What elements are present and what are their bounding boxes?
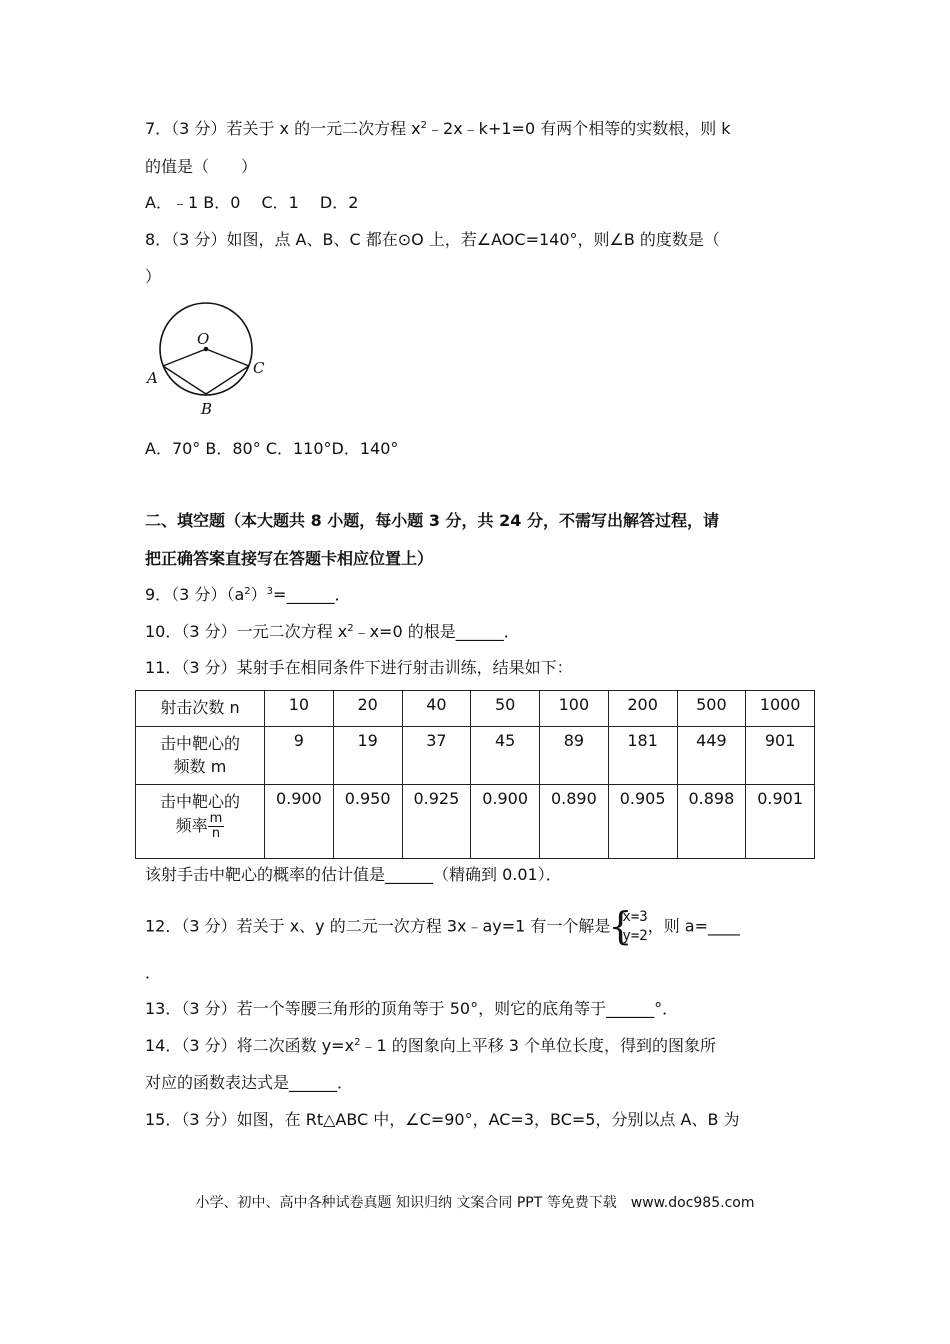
table-cell: 射击次数 n <box>136 691 265 727</box>
q8-options: A．70° B．80° C．110°D．140° <box>145 439 399 458</box>
table-cell: 20 <box>333 691 402 727</box>
table-cell: 1000 <box>746 691 815 727</box>
label-a: A <box>147 369 158 387</box>
q15-line1: 15．（3 分）如图，在 Rt△ABC 中，∠C=90°，AC=3，BC=5，分别以点 A、B 为 <box>145 1110 740 1129</box>
q12-line2: ． <box>145 963 162 982</box>
table-row-label <box>136 727 265 785</box>
q7-text-a: 7．（3 分）若关于 x 的一元二次方程 x <box>145 119 421 138</box>
q7-line1 <box>145 118 731 140</box>
q9-superscript-1: 2 <box>244 586 251 597</box>
equation-system <box>610 908 647 946</box>
fraction-m-over-n <box>208 812 225 841</box>
q9-line <box>145 584 350 606</box>
table-cell: 0.900 <box>471 785 540 859</box>
table-cell: 0.901 <box>746 785 815 859</box>
q14-line1 <box>145 1035 716 1057</box>
segment-oc <box>206 349 249 366</box>
table-cell: 901 <box>746 727 815 785</box>
table-cell: 0.890 <box>540 785 609 859</box>
fraction-numerator: m <box>209 811 223 826</box>
fraction-denominator: n <box>211 826 221 841</box>
q13-line: 13．（3 分）若一个等腰三角形的顶角等于 50°，则它的底角等于______°． <box>145 999 679 1018</box>
q7-superscript: 2 <box>420 120 428 131</box>
q10-text-a: 10．（3 分）一元二次方程 x <box>145 622 348 641</box>
table-cell: 45 <box>471 727 540 785</box>
table-row <box>136 785 815 859</box>
table-cell: 200 <box>608 691 677 727</box>
circle-figure <box>140 300 280 422</box>
q8-line2: ） <box>145 267 162 286</box>
equation-y: y=2 <box>622 928 648 944</box>
table-cell: 50 <box>471 691 540 727</box>
label-b: B <box>201 400 213 418</box>
section2-heading-line2: 把正确答案直接写在答题卡相应位置上） <box>145 549 434 568</box>
table-cell: 37 <box>402 727 471 785</box>
table-row <box>136 691 815 727</box>
page-footer: 小学、初中、高中各种试卷真题 知识归纳 文案合同 PPT 等免费下载 www.doc985.com <box>195 1195 755 1211</box>
q12-line1 <box>145 908 740 946</box>
q14-superscript: 2 <box>354 1037 361 1048</box>
label-o: O <box>197 330 210 348</box>
q10-text-b: ﹣x=0 的根是______． <box>353 622 520 641</box>
q9-text-a: 9．（3 分）（a <box>145 585 245 604</box>
table-cell: 0.950 <box>333 785 402 859</box>
q7-text-b: ﹣2x﹣k+1=0 有两个相等的实数根，则 k <box>427 119 731 138</box>
label-c: C <box>253 359 265 377</box>
table-cell: 89 <box>540 727 609 785</box>
table-cell: 9 <box>265 727 334 785</box>
q12-text-a: 12．（3 分）若关于 x、y 的二元一次方程 3x﹣ay=1 有一个解是 <box>145 916 611 936</box>
table-cell: 100 <box>540 691 609 727</box>
segment-oa <box>163 349 206 366</box>
q11-line1: 11．（3 分）某射手在相同条件下进行射击训练，结果如下： <box>145 658 573 677</box>
table-cell: 0.898 <box>677 785 746 859</box>
q8-line1: 8．（3 分）如图，点 A、B、C 都在⊙O 上，若∠AOC=140°，则∠B 的度数是（ <box>145 230 720 249</box>
equation-x: x=3 <box>622 909 648 925</box>
table-cell: 0.905 <box>608 785 677 859</box>
table-cell: 0.900 <box>265 785 334 859</box>
q10-superscript: 2 <box>347 623 354 634</box>
q7-line2: 的值是（ ） <box>145 157 258 176</box>
frequency-table <box>135 690 815 859</box>
q10-line <box>145 621 520 643</box>
q9-superscript-2: 3 <box>266 586 274 597</box>
table-row-label <box>136 785 265 859</box>
section2-heading-line1: 二、填空题（本大题共 8 小题，每小题 3 分，共 24 分，不需写出解答过程，请 <box>145 511 719 530</box>
table-cell: 500 <box>677 691 746 727</box>
q9-text-b: ） <box>250 585 267 604</box>
table-cell: 449 <box>677 727 746 785</box>
q11-after: 该射手击中靶心的概率的估计值是______（精确到 0.01）． <box>145 865 562 884</box>
q7-options: A．﹣1 B．0 C．1 D．2 <box>145 193 359 212</box>
q14-line2: 对应的函数表达式是______． <box>145 1073 354 1092</box>
q14-text-b: ﹣1 的图象向上平移 3 个单位长度，得到的图象所 <box>360 1036 717 1055</box>
row-label-line2: 频率 <box>175 816 208 835</box>
q14-text-a: 14．（3 分）将二次函数 y=x <box>145 1036 355 1055</box>
row-label-line1: 击中靶心的 <box>159 734 240 753</box>
table-cell: 10 <box>265 691 334 727</box>
row-label-line2: 频数 m <box>173 757 227 776</box>
table-cell: 19 <box>333 727 402 785</box>
row-label-line1: 击中靶心的 <box>159 792 240 811</box>
table-cell: 181 <box>608 727 677 785</box>
table-cell: 40 <box>402 691 471 727</box>
table-cell: 0.925 <box>402 785 471 859</box>
table-row <box>136 727 815 785</box>
q12-text-b: ，则 a=____ <box>647 916 741 936</box>
q9-text-c: =______． <box>273 585 351 604</box>
